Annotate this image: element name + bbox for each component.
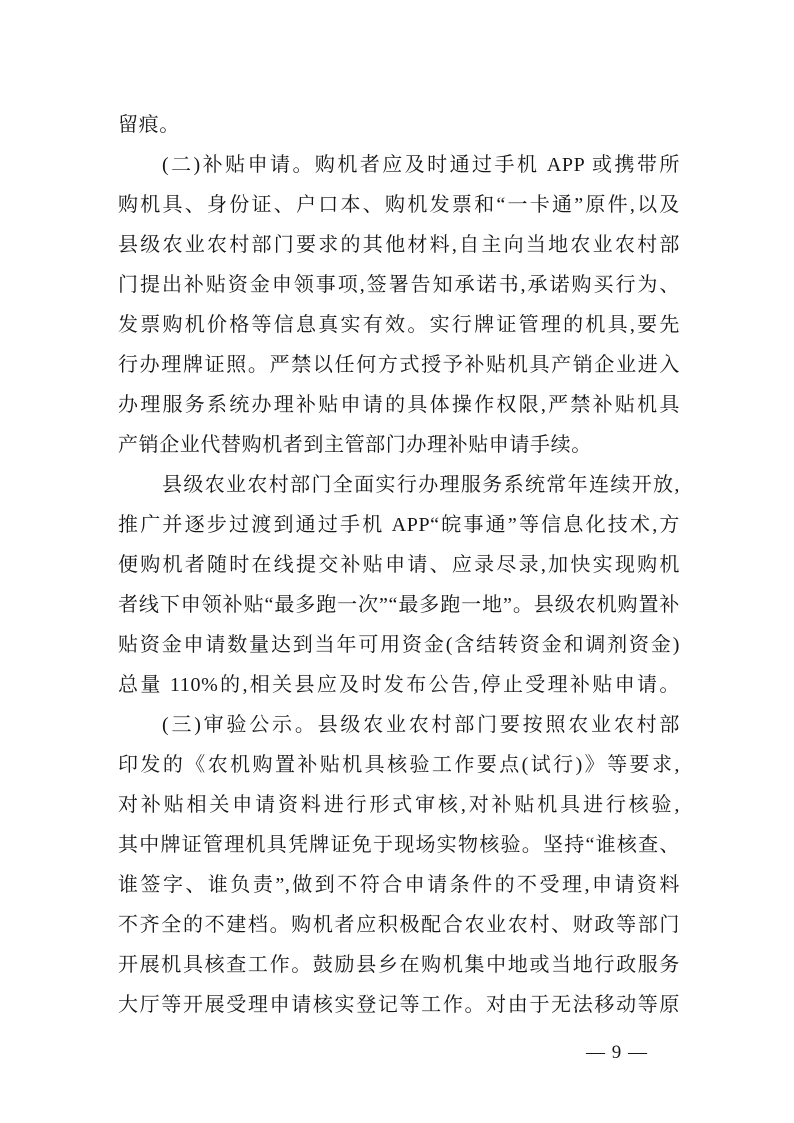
text-line: 总量 110%的,相关县应及时发布公告,停止受理补贴申请。: [118, 674, 680, 696]
text-line: 办理服务系统办理补贴申请的具体操作权限,严禁补贴机具: [118, 394, 680, 416]
page-footer: [586, 1041, 648, 1065]
text-line: 大厅等开展受理申请核实登记等工作。对由于无法移动等原: [118, 994, 680, 1016]
text-line: 购机具、身份证、户口本、购机发票和“一卡通”原件,以及: [118, 194, 680, 216]
text-line: 其中牌证管理机具凭牌证免于现场实物核验。坚持“谁核查、: [118, 834, 680, 856]
text-line: 者线下申领补贴“最多跑一次”“最多跑一地”。县级农机购置补: [118, 594, 680, 616]
text-line: (二)补贴申请。购机者应及时通过手机 APP 或携带所: [162, 154, 680, 176]
text-line: 推广并逐步过渡到通过手机 APP“皖事通”等信息化技术,方: [118, 514, 680, 536]
text-line: 发票购机价格等信息真实有效。实行牌证管理的机具,要先: [118, 314, 680, 336]
text-line: 产销企业代替购机者到主管部门办理补贴申请手续。: [118, 434, 592, 456]
text-line: 便购机者随时在线提交补贴申请、应录尽录,加快实现购机: [118, 554, 680, 576]
text-line: 谁签字、谁负责”,做到不符合申请条件的不受理,申请资料: [118, 874, 680, 896]
text-line: 留痕。: [118, 114, 180, 136]
text-line: 贴资金申请数量达到当年可用资金(含结转资金和调剂资金): [118, 634, 680, 656]
text-line: 对补贴相关申请资料进行形式审核,对补贴机具进行核验,: [118, 794, 680, 816]
text-line: 开展机具核查工作。鼓励县乡在购机集中地或当地行政服务: [118, 954, 680, 976]
document-body: [118, 105, 680, 1025]
text-line: 不齐全的不建档。购机者应积极配合农业农村、财政等部门: [118, 914, 680, 936]
text-line: 行办理牌证照。严禁以任何方式授予补贴机具产销企业进入: [118, 354, 680, 376]
text-line: (三)审验公示。县级农业农村部门要按照农业农村部: [162, 714, 680, 736]
text-line: 县级农业农村部门全面实行办理服务系统常年连续开放,: [162, 474, 680, 496]
text-line: 门提出补贴资金申领事项,签署告知承诺书,承诺购买行为、: [118, 274, 680, 296]
page-number: — 9 —: [586, 1042, 648, 1063]
text-line: 印发的《农机购置补贴机具核验工作要点(试行)》等要求,: [118, 754, 680, 776]
text-line: 县级农业农村部门要求的其他材料,自主向当地农业农村部: [118, 234, 680, 256]
